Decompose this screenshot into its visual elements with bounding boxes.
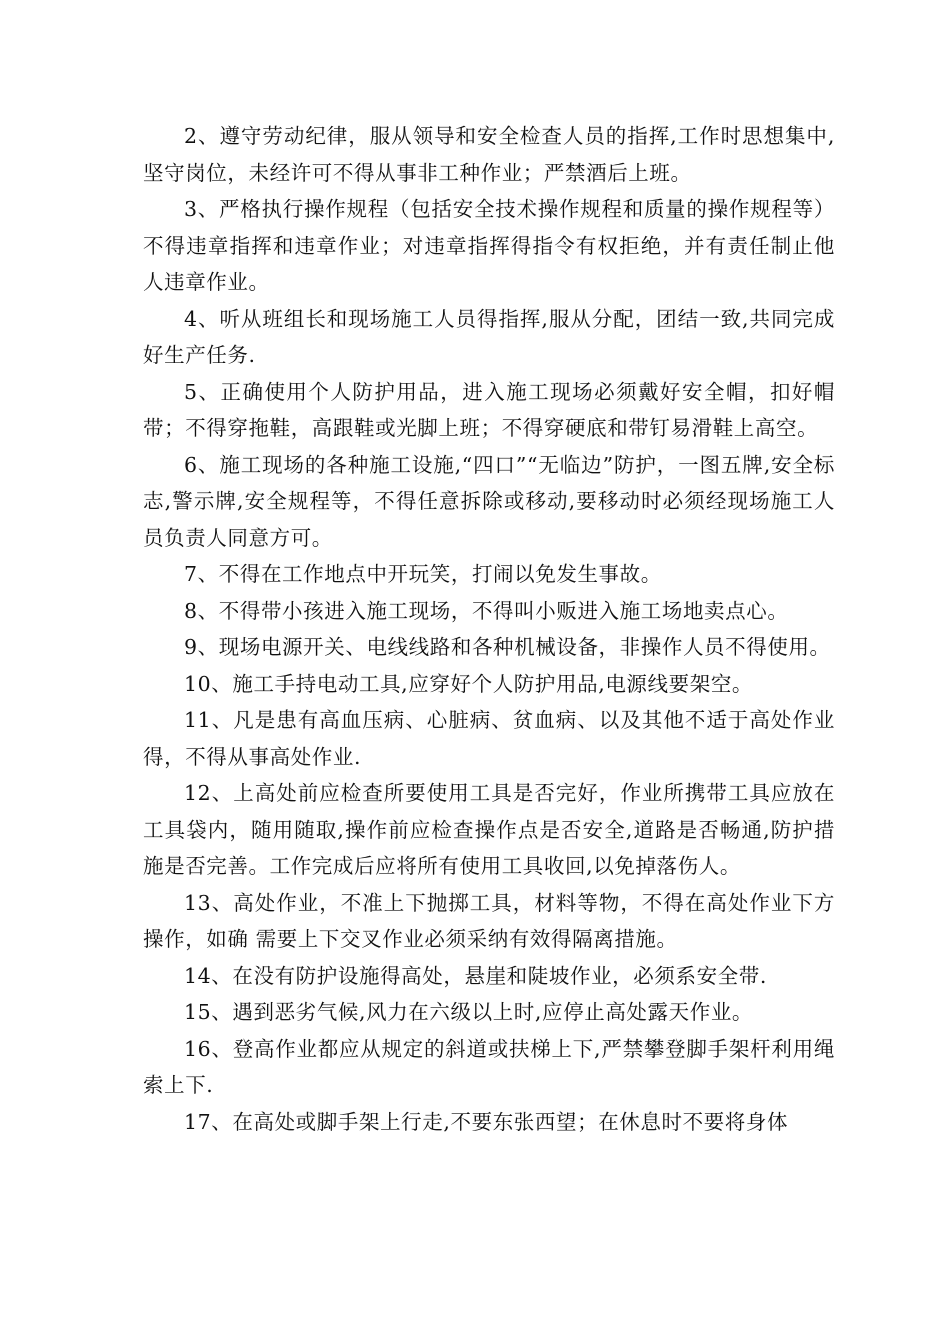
paragraph-12: 12、上高处前应检查所要使用工具是否完好，作业所携带工具应放在工具袋内，随用随取,操作前应检查操作点是否安全,道路是否畅通,防护措施是否完善。工作完成后应将所有使用工具收回,以免掉落伤人。 (143, 781, 835, 878)
paragraph-3: 3、严格执行操作规程（包括安全技术操作规程和质量的操作规程等）不得违章指挥和违章作业；对违章指挥得指令有权拒绝，并有责任制止他人违章作业。 (143, 197, 835, 294)
paragraph-7: 7、不得在工作地点中开玩笑，打闹以免发生事故。 (184, 562, 662, 586)
paragraph-2: 2、遵守劳动纪律，服从领导和安全检查人员的指挥,工作时思想集中,坚守岗位，未经许可不得从事非工种作业；严禁酒后上班。 (143, 124, 835, 185)
paragraph-15: 15、遇到恶劣气候,风力在六级以上时,应停止高处露天作业。 (184, 1000, 754, 1024)
paragraph-6: 6、施工现场的各种施工设施,“四口”“无临边”防护，一图五牌,安全标志,警示牌,安全规程等，不得任意拆除或移动,要移动时必须经现场施工人员负责人同意方可。 (143, 452, 835, 550)
paragraph-17: 17、在高处或脚手架上行走,不要东张西望；在休息时不要将身体 (184, 1109, 789, 1134)
paragraph-16: 16、登高作业都应从规定的斜道或扶梯上下,严禁攀登脚手架杆利用绳索上下. (143, 1036, 835, 1097)
paragraph-9: 9、现场电源开关、电线线路和各种机械设备，非操作人员不得使用。 (184, 635, 831, 659)
paragraph-8: 8、不得带小孩进入施工现场，不得叫小贩进入施工场地卖点心。 (184, 598, 789, 623)
document-body (143, 118, 835, 1140)
paragraph-5: 5、正确使用个人防护用品，进入施工现场必须戴好安全帽，扣好帽带；不得穿拖鞋，高跟鞋或光脚上班；不得穿硬底和带钉易滑鞋上高空。 (143, 379, 835, 440)
paragraph-10: 10、施工手持电动工具,应穿好个人防护用品,电源线要架空。 (184, 671, 754, 696)
paragraph-13: 13、高处作业，不准上下抛掷工具，材料等物，不得在高处作业下方操作，如确 需要上下交叉作业必须采纳有效得隔离措施。 (143, 890, 835, 951)
paragraph-11: 11、凡是患有高血压病、心脏病、贫血病、以及其他不适于高处作业得，不得从事高处作业. (143, 708, 835, 769)
paragraph-14: 14、在没有防护设施得高处，悬崖和陡坡作业，必须系安全带. (184, 963, 767, 988)
paragraph-4: 4、听从班组长和现场施工人员得指挥,服从分配，团结一致,共同完成好生产任务. (143, 306, 835, 367)
